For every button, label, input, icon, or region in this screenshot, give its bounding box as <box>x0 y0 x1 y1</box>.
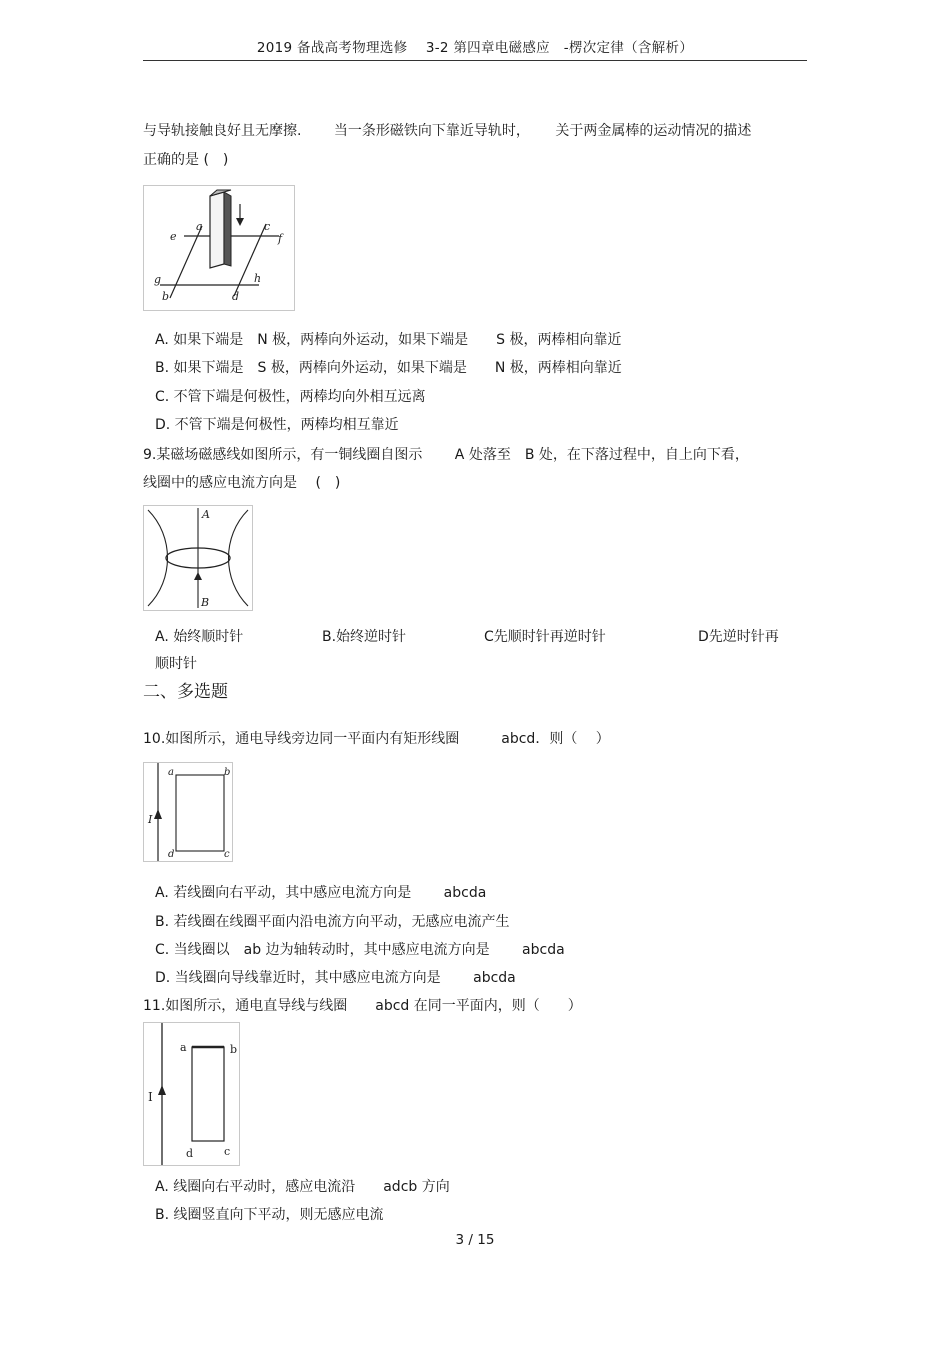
q8-label-c: c <box>264 220 271 233</box>
q10-label-b: b <box>224 767 231 778</box>
q10-option-c: C. 当线圈以 ab 边为轴转动时，其中感应电流方向是 abcda <box>155 942 565 958</box>
q8-label-h: h <box>254 272 262 285</box>
q8-option-c: C. 不管下端是何极性，两棒均向外相互远离 <box>155 389 426 405</box>
q10-stem: 10.如图所示，通电导线旁边同一平面内有矩形线圈 abcd．则（ ） <box>143 731 610 747</box>
q11-label-b: b <box>230 1043 238 1056</box>
q10-label-I: I <box>148 813 153 826</box>
q9-option-a: A. 始终顺时针 <box>155 629 244 645</box>
q8-label-d: d <box>232 290 240 303</box>
q8-stem-line1: 与导轨接触良好且无摩擦. 当一条形磁铁向下靠近导轨时， 关于两金属棒的运动情况的描述 <box>143 123 752 139</box>
q10-label-d: d <box>168 849 175 860</box>
q11-stem: 11.如图所示，通电直导线与线圈 abcd 在同一平面内，则（ ） <box>143 998 582 1014</box>
section-title-multi-choice: 二、多选题 <box>143 682 228 702</box>
header-title: 2019 备战高考物理选修 3-2 第四章电磁感应 -楞次定律（含解析） <box>256 40 694 56</box>
q8-label-e: e <box>170 230 177 243</box>
q10-option-b: B. 若线圈在线圈平面内沿电流方向平动，无感应电流产生 <box>155 914 510 930</box>
q9-option-d-cont: 顺时针 <box>155 656 197 672</box>
q9-figure-field-lines <box>143 505 253 611</box>
q9-label-A: A <box>202 508 210 521</box>
q9-option-d: D先逆时针再 <box>698 629 779 645</box>
q8-label-f: f <box>278 232 283 245</box>
q8-option-a: A. 如果下端是 N 极，两棒向外运动，如果下端是 S 极，两棒相向靠近 <box>155 332 622 348</box>
page-number: 3 / 15 <box>455 1232 495 1248</box>
q11-label-c: c <box>224 1145 231 1158</box>
q11-option-a: A. 线圈向右平动时，感应电流沿 adcb 方向 <box>155 1179 450 1195</box>
q9-stem-line1: 9.某磁场磁感线如图所示，有一铜线圈自图示 A 处落至 B 处，在下落过程中，自上向下看， <box>143 447 749 463</box>
q10-label-c: c <box>224 849 230 860</box>
q8-stem-line2: 正确的是 ( ) <box>143 152 229 168</box>
q8-figure-rails-magnet <box>143 185 295 311</box>
page-header <box>143 36 807 61</box>
q8-label-b: b <box>162 290 170 303</box>
q9-stem-line2: 线圈中的感应电流方向是 ( ) <box>143 475 341 491</box>
q11-figure-wire-loop <box>143 1022 240 1166</box>
q11-label-I: I <box>148 1090 153 1104</box>
q9-option-b: B.始终逆时针 <box>322 629 407 645</box>
q10-label-a: a <box>168 767 174 778</box>
q10-figure-wire-loop <box>143 762 233 862</box>
q9-label-B: B <box>201 596 210 609</box>
q8-label-a: a <box>196 220 203 233</box>
q11-label-d: d <box>186 1147 194 1160</box>
q11-label-a: a <box>180 1041 187 1054</box>
q8-label-g: g <box>154 273 162 286</box>
q8-option-d: D. 不管下端是何极性，两棒均相互靠近 <box>155 417 399 433</box>
q9-option-c: C先顺时针再逆时针 <box>484 629 606 645</box>
q8-option-b: B. 如果下端是 S 极，两棒向外运动，如果下端是 N 极，两棒相向靠近 <box>155 360 622 376</box>
q10-option-a: A. 若线圈向右平动，其中感应电流方向是 abcda <box>155 885 487 901</box>
q10-option-d: D. 当线圈向导线靠近时，其中感应电流方向是 abcda <box>155 970 516 986</box>
q11-option-b: B. 线圈竖直向下平动，则无感应电流 <box>155 1207 384 1223</box>
